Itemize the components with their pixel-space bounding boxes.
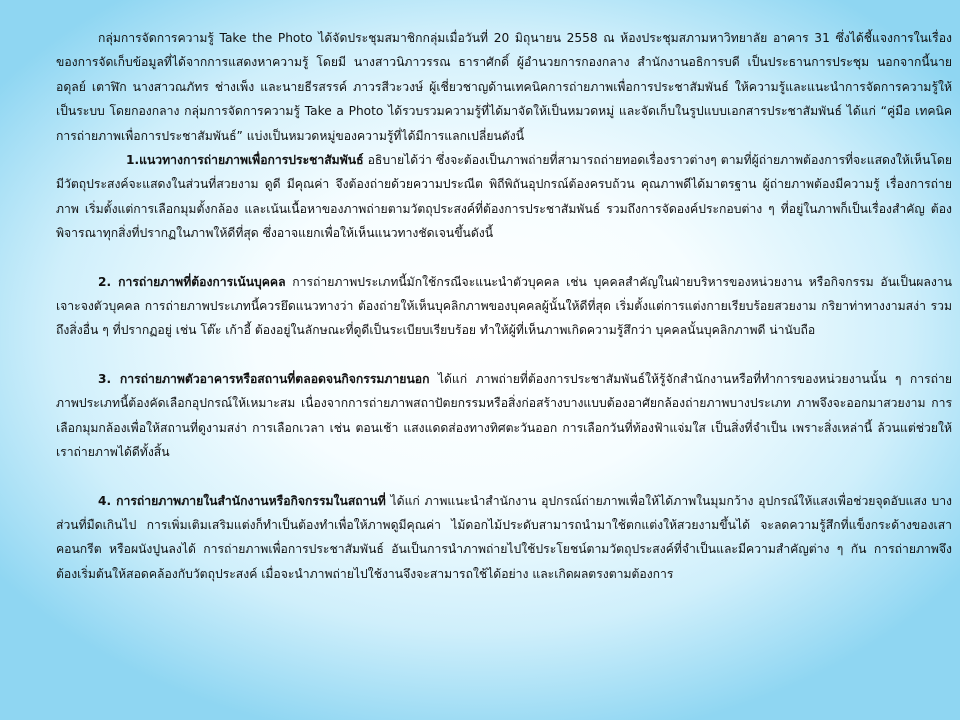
section-4-heading: 4. การถ่ายภาพภายในสำนักงานหรือกิจกรรมในสถานที่ bbox=[98, 493, 386, 508]
section-1-body: อธิบายได้ว่า ซึ่งจะต้องเป็นภาพถ่ายที่สามารถถ่ายทอดเรื่องราวต่างๆ ตามที่ผู้ถ่ายภาพต้องการที่จะแสดงให้เห็นโดยมีวัตถุประสงค์จะแสดงในส่วนที่สวยงาม ดูดี มีคุณค่า จึงต้องถ่ายด้วยความประณีต พิถีพิถันอุปกรณ์ต้องครบถ้วน คุณภาพดีได้มาตรฐาน ผู้ถ่ายภาพต้องมีความรู้ เรื่องการถ่ายภาพ เริ่มตั้งแต่การเลือกมุมตั้งกล้อง และเน้นเนื้อหาของภาพถ่ายตามวัตถุประสงค์ที่ต้องการประชาสัมพันธ์ รวมถึงการจัดองค์ประกอบต่าง ๆ ที่อยู่ในภาพก็เป็นเรื่องสำคัญ ต้องพิจารณาทุกสิ่งที่ปรากฏในภาพให้ดีที่สุด ซึ่งอาจแยกเพื่อให้เห็นแนวทางชัดเจนขึ้นดังนี้ bbox=[56, 153, 952, 241]
section-4-paragraph bbox=[56, 489, 952, 587]
section-2-heading: 2. การถ่ายภาพที่ต้องการเน้นบุคคล bbox=[98, 274, 286, 289]
section-1-paragraph bbox=[56, 148, 952, 246]
section-3-paragraph bbox=[56, 367, 952, 465]
section-4-body: ได้แก่ ภาพแนะนำสำนักงาน อุปกรณ์ถ่ายภาพเพื่อให้ได้ภาพในมุมกว้าง อุปกรณ์ให้แสงเพื่อช่วยจุดอับแสง บางส่วนที่มืดเกินไป การเพิ่มเติมเสริมแต่งก็ทำเป็นต้องทำเพื่อให้ภาพดูมีคุณค่า ไม้ดอกไม้ประดับสามารถนำมาใช้ตกแต่งให้สวยงามขึ้นได้ จะลดความรู้สึกที่แข็งกระด้างของเสาคอนกรีต หรือผนังปูนลงได้ การถ่ายภาพเพื่อการประชาสัมพันธ์ อันเป็นการนำภาพถ่ายไปใช้ประโยชน์ตามวัตถุประสงค์ที่จำเป็นและมีความสำคัญต่าง ๆ กัน การถ่ายภาพจึงต้องเริ่มต้นให้สอดคล้องกับวัตถุประสงค์ เมื่อจะนำภาพถ่ายไปใช้งานจึงจะสามารถใช้ได้อย่าง และเกิดผลตรงตามต้องการ bbox=[56, 493, 952, 581]
slide-content bbox=[56, 26, 952, 716]
section-3-heading: 3. การถ่ายภาพตัวอาคารหรือสถานที่ตลอดจนกิจกรรมภายนอก bbox=[98, 371, 430, 386]
intro-paragraph: กลุ่มการจัดการความรู้ Take the Photo ได้จัดประชุมสมาชิกกลุ่มเมื่อวันที่ 20 มิถุนายน 2558 ณ ห้องประชุมสภามหาวิทยาลัย อาคาร 31 ซึ่งได้ชี้แจงการในเรื่องของการจัดเก็บข้อมูลที่ได้จากการแสดงหาความรู้ โดยมี นางสาวนิภาวรรณ ธาราศักดิ์ ผู้อำนวยการกองกลาง สำนักงานอธิการบดี เป็นประธานการประชุม นอกจากนี้นายอดุลย์ เตาฬิก นางสาวณภัทร ช่างเพ็ง และนายธีรสรรค์ ภาวรสีวะวงษ์ ผู้เชี่ยวชาญด้านเทคนิคการถ่ายภาพเพื่อการประชาสัมพันธ์ ให้ความรู้และแนะนำการจัดการความรู้ให้เป็นระบบ โดยกองกลาง กลุ่มการจัดการความรู้ Take a Photo ได้รวบรวมความรู้ที่ได้มาจัดให้เป็นหมวดหมู่ และจัดเก็บในรูปแบบเอกสารประชาสัมพันธ์ ได้แก่ “คู่มือ เทคนิคการถ่ายภาพเพื่อการประชาสัมพันธ์” แบ่งเป็นหมวดหมู่ของความรู้ที่ได้มีการแลกเปลี่ยนดังนี้ bbox=[56, 31, 952, 143]
section-3-body: ได้แก่ ภาพถ่ายที่ต้องการประชาสัมพันธ์ให้รู้จักสำนักงานหรือที่ทำการของหน่วยงานนั้น ๆ การถ่ายภาพประเภทนี้ต้องคัดเลือกอุปกรณ์ให้เหมาะสม เนื่องจากการถ่ายภาพสถาปัตยกรรมหรือสิ่งก่อสร้างบางแบบต้องอาศัยกล้องถ่ายภาพบางประเภท ภาพจึงจะออกมาสวยงาม การเลือกมุมกล้องเพื่อให้สถานที่ดูงามสง่า การเลือกเวลา เช่น ตอนเช้า แสงแดดส่องทางทิศตะวันออก การเลือกวันที่ท้องฟ้าแจ่มใส เป็นสิ่งที่จำเป็น เพราะสิ่งเหล่านี้ ล้วนแต่ช่วยให้เราถ่ายภาพได้ดีทั้งสิ้น bbox=[56, 371, 953, 460]
section-2-paragraph bbox=[56, 270, 952, 343]
section-1-heading: 1.แนวทางการถ่ายภาพเพื่อการประชาสัมพันธ์ bbox=[126, 153, 364, 168]
section-2-body: การถ่ายภาพประเภทนี้มักใช้กรณีจะแนะนำตัวบุคคล เช่น บุคคลสำคัญในฝ่ายบริหารของหน่วยงาน หรือกิจกรรม อันเป็นผลงานเจาะจงตัวบุคคล การถ่ายภาพประเภทนี้ควรยึดแนวทางว่า ต้องถ่ายให้เห็นบุคลิกภาพของบุคคลผู้นั้นให้ดีที่สุด เริ่มตั้งแต่การแต่งกายเรียบร้อยสวยงาม กริยาท่าทางงามสง่า รวมถึงสิ่งอื่น ๆ ที่ปรากฏอยู่ เช่น โต๊ะ เก้าอี้ ต้องอยู่ในลักษณะที่ดูดีเป็นระเบียบเรียบร้อย ทำให้ผู้ที่เห็นภาพเกิดความรู้สึกว่า บุคคลนั้นบุคลิกภาพดี น่านับถือ bbox=[56, 274, 953, 338]
